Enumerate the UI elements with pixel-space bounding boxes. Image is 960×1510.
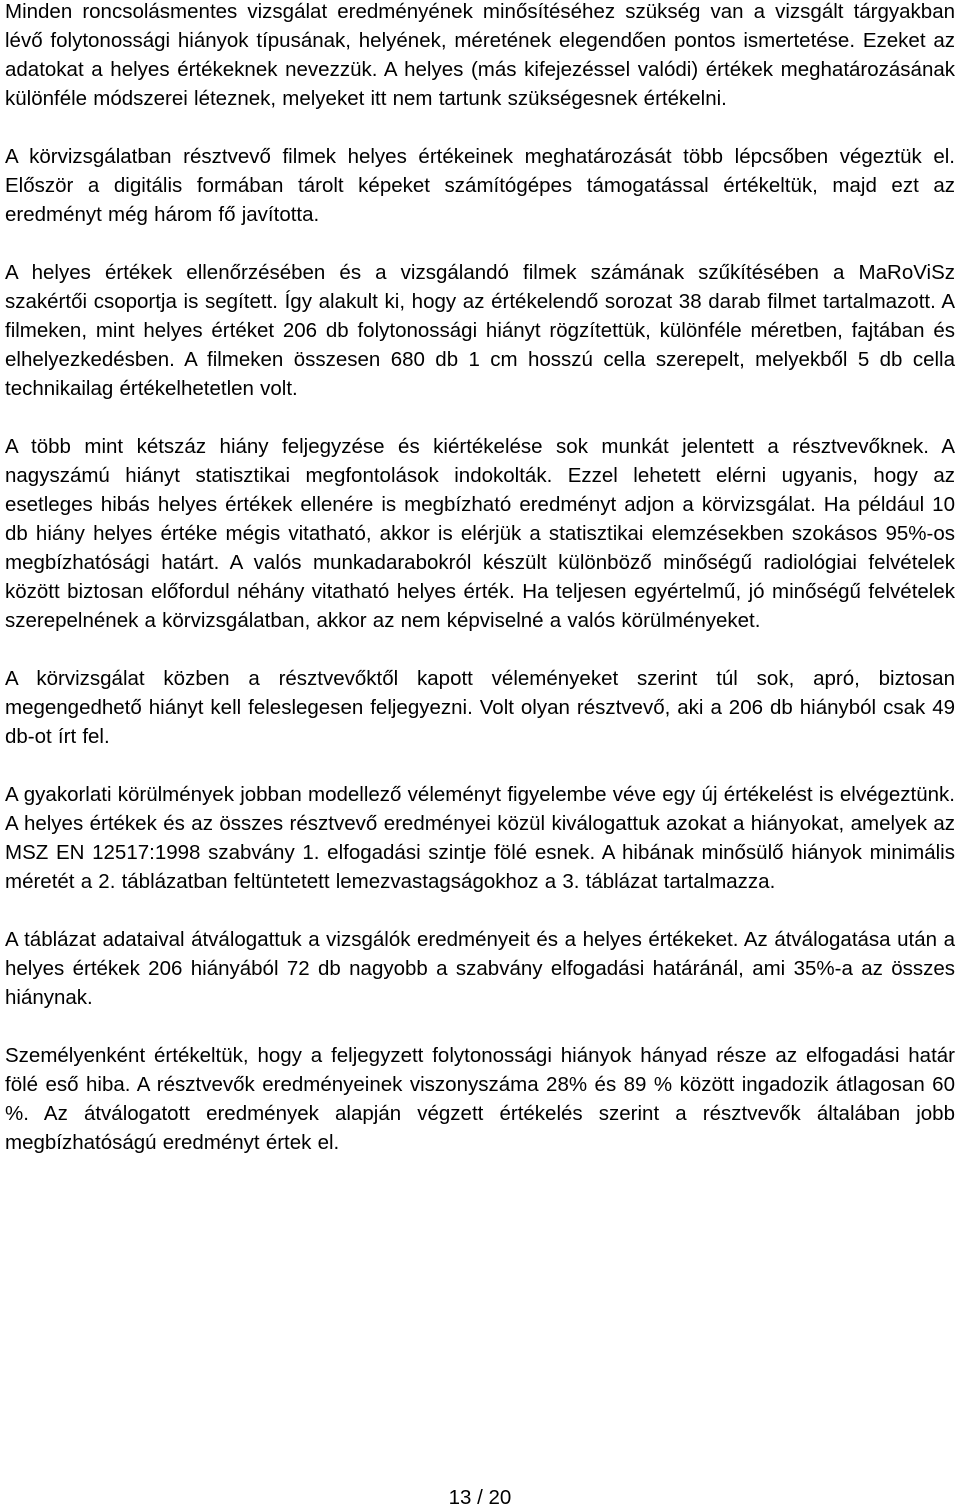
paragraph-4: A több mint kétszáz hiány feljegyzése és kiértékelése sok munkát jelentett a résztvevőknek. A nagyszámú hiányt statisztikai megfontolások indokolták. Ezzel lehetett elérni ugyanis, hogy az esetleges hibás helyes értékek ellenére is megbízható eredményt adjon a körvizsgálat. Ha például 10 db hiány helyes értéke mégis vitatható, akkor is elérjük a statisztikai elemzésekben szokásos 95%-os megbízhatósági határt. A valós munkadarabokról készült különböző minőségű radiológiai felvételek között biztosan előfordul néhány vitatható helyes érték. Ha teljesen egyértelmű, jó minőségű felvételek szerepelnének a körvizsgálatban, akkor az nem képviselné a valós körülményeket. [5, 435, 955, 632]
paragraph-7: A táblázat adataival átválogattuk a vizsgálók eredményeit és a helyes értékeket. Az átválogatása után a helyes értékek 206 hiányából 72 db nagyobb a szabvány elfogadási határánál, ami 35%-a az összes hiánynak. [5, 928, 955, 1009]
paragraph-6: A gyakorlati körülmények jobban modellező véleményt figyelembe véve egy új értékelést is elvégeztünk. A helyes értékek és az összes résztvevő eredményei közül kiválogattuk azokat a hiányokat, amelyek az MSZ EN 12517:1998 szabvány 1. elfogadási szintje fölé esnek. A hibának minősülő hiányok minimális méretét a 2. táblázatban feltüntetett lemezvastagságokhoz a 3. táblázat tartalmazza. [5, 783, 955, 893]
document-page [5, 0, 955, 1157]
paragraph-8: Személyenként értékeltük, hogy a feljegyzett folytonossági hiányok hányad része az elfogadási határ fölé eső hiba. A résztvevők eredményeinek viszonyszáma 28% és 89 % között ingadozik átlagosan 60 %. Az átválogatott eredmények alapján végzett értékelés szerint a résztvevők általában jobb megbízhatóságú eredményt értek el. [5, 1044, 955, 1154]
page-number: 13 / 20 [448, 1486, 512, 1509]
paragraph-3: A helyes értékek ellenőrzésében és a vizsgálandó filmek számának szűkítésében a MaRoViSz szakértői csoportja is segített. Így alakult ki, hogy az értékelendő sorozat 38 darab filmet tartalmazott. A filmeken, mint helyes értéket 206 db folytonossági hiányt rögzítettük, különféle méretben, fajtában és elhelyezkedésben. A filmeken összesen 680 db 1 cm hosszú cella szerepelt, melyekből 5 db cella technikailag értékelhetetlen volt. [5, 261, 955, 400]
paragraph-2: A körvizsgálatban résztvevő filmek helyes értékeinek meghatározását több lépcsőben végeztük el. Először a digitális formában tárolt képeket számítógépes támogatással értékeltük, majd ezt az eredményt még három fő javította. [5, 145, 955, 226]
paragraph-1: Minden roncsolásmentes vizsgálat eredményének minősítéséhez szükség van a vizsgált tárgyakban lévő folytonossági hiányok típusának, helyének, méretének elegendően pontos ismertetése. Ezeket az adatokat a helyes értékeknek nevezzük. A helyes (más kifejezéssel valódi) értékek meghatározásának különféle módszerei léteznek, melyeket itt nem tartunk szükségesnek értékelni. [5, 0, 955, 110]
paragraph-5: A körvizsgálat közben a résztvevőktől kapott véleményeket szerint túl sok, apró, biztosan megengedhető hiányt kell feleslegesen feljegyezni. Volt olyan résztvevő, aki a 206 db hiányból csak 49 db-ot írt fel. [5, 667, 955, 748]
